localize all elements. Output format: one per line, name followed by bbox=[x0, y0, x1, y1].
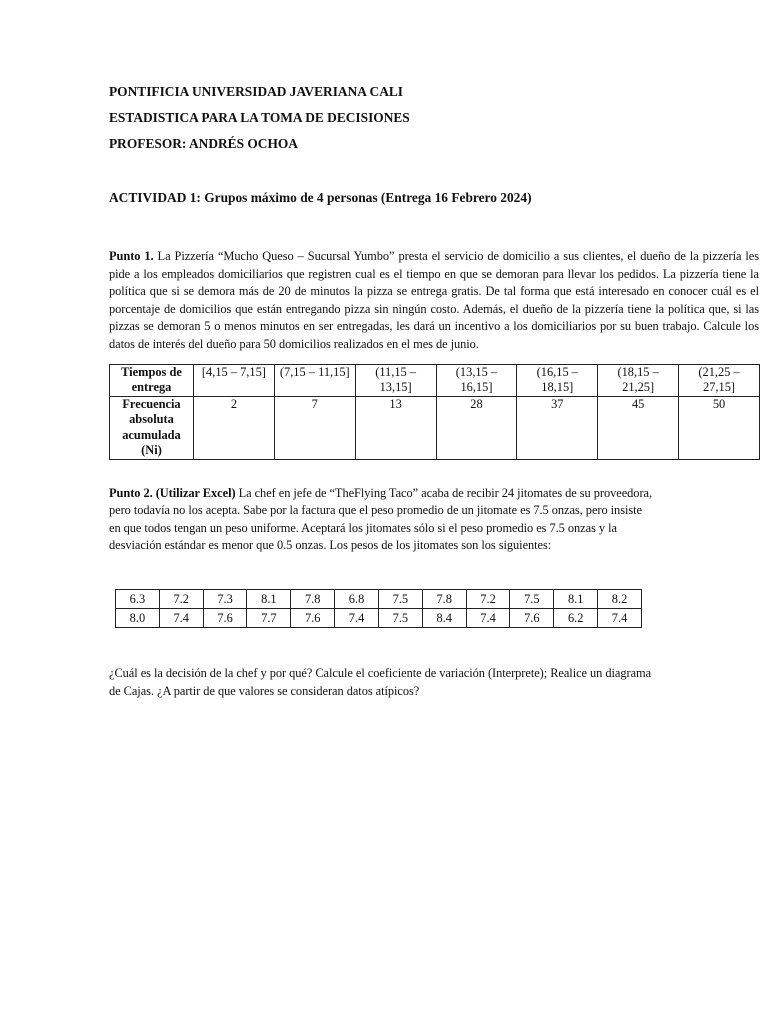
university-name: PONTIFICIA UNIVERSIDAD JAVERIANA CALI bbox=[109, 84, 404, 99]
frequency-cell: 2 bbox=[194, 396, 275, 459]
punto1-paragraph bbox=[109, 248, 759, 354]
weight-cell: 7.6 bbox=[291, 608, 335, 627]
weight-cell: 7.4 bbox=[159, 608, 203, 627]
weight-cell: 7.8 bbox=[422, 589, 466, 608]
weight-cell: 7.5 bbox=[378, 589, 422, 608]
table-row bbox=[110, 364, 760, 396]
weight-cell: 7.4 bbox=[598, 608, 642, 627]
table-row bbox=[116, 589, 642, 608]
document-page bbox=[109, 82, 759, 700]
interval-cell: [4,15 – 7,15] bbox=[194, 364, 275, 396]
punto2-text: La chef en jefe de “TheFlying Taco” acaba de recibir 24 jitomates de su proveedora, pero todavía no los acepta. Sabe por la factura que el peso promedio de un jitomate es 7.5 onzas, pero insiste en que todos tengan un peso uniforme. Aceptará los jitomates sólo si el peso promedio es 7.5 onzas y la desviación estándar es menor que 0.5 onzas. Los pesos de los jitomates son los siguientes: bbox=[109, 485, 653, 553]
weight-cell: 7.3 bbox=[203, 589, 247, 608]
table-row bbox=[110, 396, 760, 459]
weight-cell: 6.8 bbox=[335, 589, 379, 608]
frequency-cell: 7 bbox=[274, 396, 355, 459]
interval-cell: (13,15 – 16,15] bbox=[436, 364, 517, 396]
punto2-questions: ¿Cuál es la decisión de la chef y por qué? Calcule el coeficiente de variación (Interprete); Realice un diagrama de Cajas. ¿A partir de que valores se consideran datos atípicos? bbox=[109, 665, 652, 698]
interval-cell: (11,15 – 13,15] bbox=[355, 364, 436, 396]
frequency-cell: 13 bbox=[355, 396, 436, 459]
activity-title: ACTIVIDAD 1: Grupos máximo de 4 personas (Entrega 16 Febrero 2024) bbox=[109, 190, 532, 205]
tomato-weights-table bbox=[115, 589, 642, 628]
punto2-label: Punto 2. (Utilizar Excel) bbox=[109, 485, 236, 500]
professor-name: PROFESOR: ANDRÉS OCHOA bbox=[109, 136, 298, 151]
weight-cell: 7.6 bbox=[510, 608, 554, 627]
frequency-cell: 50 bbox=[679, 396, 760, 459]
times-header: Tiempos de entrega bbox=[110, 364, 194, 396]
weight-cell: 8.4 bbox=[422, 608, 466, 627]
weight-cell: 7.2 bbox=[159, 589, 203, 608]
frequency-cell: 28 bbox=[436, 396, 517, 459]
weight-cell: 7.7 bbox=[247, 608, 291, 627]
weight-cell: 7.2 bbox=[466, 589, 510, 608]
weight-cell: 8.1 bbox=[247, 589, 291, 608]
weight-cell: 6.3 bbox=[116, 589, 160, 608]
weight-cell: 8.2 bbox=[598, 589, 642, 608]
course-name: ESTADISTICA PARA LA TOMA DE DECISIONES bbox=[109, 110, 410, 125]
weight-cell: 7.5 bbox=[510, 589, 554, 608]
weight-cell: 8.0 bbox=[116, 608, 160, 627]
weight-cell: 7.6 bbox=[203, 608, 247, 627]
delivery-times-table bbox=[109, 364, 760, 460]
table-row bbox=[116, 608, 642, 627]
weight-cell: 7.8 bbox=[291, 589, 335, 608]
weight-cell: 6.2 bbox=[554, 608, 598, 627]
weight-cell: 7.5 bbox=[378, 608, 422, 627]
weight-cell: 7.4 bbox=[335, 608, 379, 627]
frequency-cell: 37 bbox=[517, 396, 598, 459]
weight-cell: 7.4 bbox=[466, 608, 510, 627]
frequency-header: Frecuencia absoluta acumulada (Ni) bbox=[110, 396, 194, 459]
interval-cell: (21,25 – 27,15] bbox=[679, 364, 760, 396]
interval-cell: (18,15 – 21,25] bbox=[598, 364, 679, 396]
punto1-label: Punto 1. bbox=[109, 249, 154, 263]
punto1-text: La Pizzería “Mucho Queso – Sucursal Yumbo” presta el servicio de domicilio a sus clientes, el dueño de la pizzería les pide a los empleados domiciliarios que registren cual es el tiempo en que se demoran para llevar los pedidos. La pizzería tiene la política que si se demora más de 20 de minutos la pizza se entrega gratis. De tal forma que está interesado en conocer cuál es el porcentaje de domicilios que están entregando pizza sin ningún costo. Además, el dueño de la pizzería tiene la política que, si las pizzas se demoran 5 o menos minutos en ser entregadas, les dará un incentivo a los domiciliarios por su buen trabajo. Calcule los datos de interés del dueño para 50 domicilios realizados en el mes de junio. bbox=[109, 249, 759, 351]
weight-cell: 8.1 bbox=[554, 589, 598, 608]
interval-cell: (16,15 – 18,15] bbox=[517, 364, 598, 396]
interval-cell: (7,15 – 11,15] bbox=[274, 364, 355, 396]
punto2-paragraph bbox=[109, 485, 654, 555]
frequency-cell: 45 bbox=[598, 396, 679, 459]
